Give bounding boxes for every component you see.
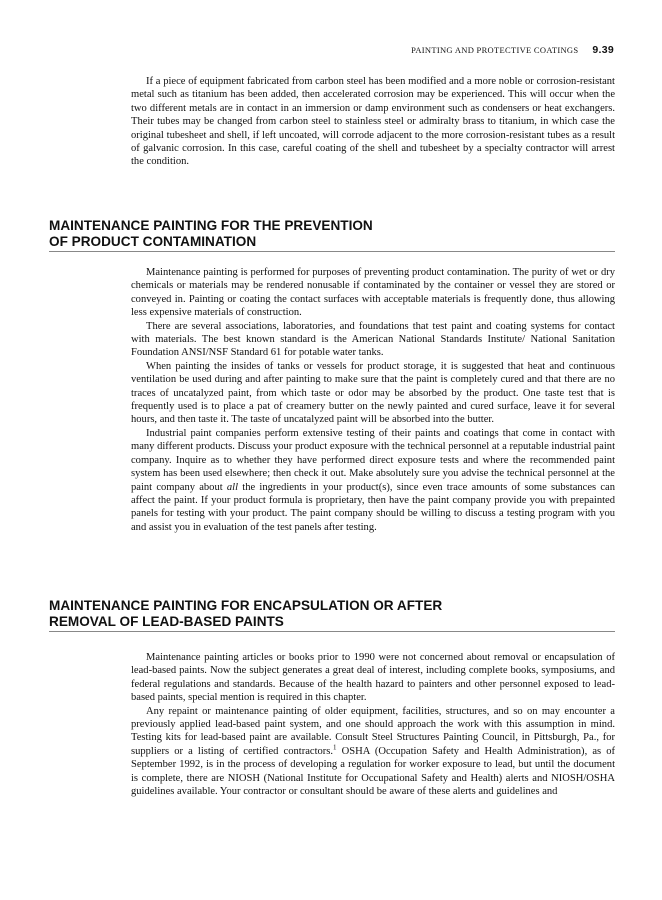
section2-heading-line2: REMOVAL OF LEAD-BASED PAINTS [49,614,284,629]
section2-heading-line1: MAINTENANCE PAINTING FOR ENCAPSULATION OR AFTER [49,598,443,613]
section2-p2-after: OSHA (Occupation Safety and Health Administration), as of September 1992, is in the process of developing a regulation for worker exposure to lead, but until the document is complete, there are NIOSH (National Institute for Occupational Safety and Health) alerts and NIOSH/OSHA guidelines available. Your contractor or consultant should be aware of these alerts and guidelines and [131,745,616,798]
section1-heading-line1: MAINTENANCE PAINTING FOR THE PREVENTION [49,218,373,233]
section-heading-lead-based-paints [49,598,615,632]
section-heading-product-contamination [49,218,615,252]
section1-paragraph [131,427,615,534]
section1-paragraph: When painting the insides of tanks or vessels for product storage, it is suggested that heat and continuous ventilation be used during and after painting to make sure that the paint is completely cured and that there are no traces of uncatalyzed paint, from which taste or odor may be absorbed by the product. One taste test that is frequently used is to place a pat of creamery butter on the newly painted and cured surface, leave it for several hours, and then taste it. The taste of uncatalyzed paint will be absorbed into the butter. [131,360,615,426]
section1-body [131,266,615,534]
running-head-title: PAINTING AND PROTECTIVE COATINGS [411,45,579,55]
section2-paragraph: Maintenance painting articles or books prior to 1990 were not concerned about removal or encapsulation of lead-based paints. Now the subject generates a great deal of interest, including complete books, symposiums, and federal regulations and standards. Because of the health hazard to painters and other personnel exposed to lead-based paints, special mention is required in this chapter. [131,652,615,704]
page-number: 9.39 [592,44,614,56]
section2-body [131,651,615,798]
section2-paragraph [131,705,615,799]
footnote-marker: 1 [333,743,337,752]
section1-paragraph: Maintenance painting is performed for purposes of preventing product contamination. The purity of wet or dry chemicals or materials may be rendered nonusable if contaminated by the container or vessel they are stored or conveyed in. Painting or coating the contact surfaces with acceptable materials is frequently done, thus allowing less expensive materials of construction. [131,267,615,319]
running-head [0,44,614,56]
intro-paragraph: If a piece of equipment fabricated from carbon steel has been modified and a more noble or corrosion-resistant metal such as titanium has been added, then accelerated corrosion may be experienced. This will occur when the two different metals are in contact in an immersion or damp environment such as condensers or heat exchangers. Their tubes may be changed from carbon steel to stainless steel or admiralty brass to titanium, in which case the original tubesheet and shell, if left uncoated, will corrode adjacent to the more corrosion-resistant tubes as a result of galvanic corrosion. In this case, careful coating of the shell and tubesheet by a specialty contractor will arrest the condition. [131,76,615,168]
intro-section [131,75,615,169]
section1-p4-before: Industrial paint companies perform extensive testing of their paints and coatings that come in contact with many different products. Discuss your product exposure with the technical personnel at a reputable industrial paint company. Inquire as to whether they have performed direct exposure tests and where the recommended paint system has been used elsewhere; then check it out. Make absolutely sure you advise the technical personnel at the paint company about [131,427,615,493]
section1-paragraph: There are several associations, laboratories, and foundations that test paint and coating systems for contact with materials. The best known standard is the American National Standards Institute/ National Sanitation Foundation ANSI/NSF Standard 61 for potable water tanks. [131,320,615,359]
section1-p4-after: the ingredients in your product(s), since even trace amounts of some substances can affect the paint. If your product formula is proprietary, then have the paint company provide you with prepainted panels for testing with your product. The paint company should be willing to discuss a testing program with you and assist you in evaluation of the test panels after testing. [131,481,615,533]
section1-p4-italic: all [226,481,239,493]
section2-p2-before: Any repaint or maintenance painting of older equipment, facilities, structures, and so on may encounter a previously applied lead-based paint system, and one should approach the work with this assumption in mind. Testing kits for lead-based paint are available. Consult Steel Structures Painting Council, in Pittsburgh, Pa., for suppliers or a listing of certified contractors. [131,705,615,757]
section1-heading-line2: OF PRODUCT CONTAMINATION [49,234,257,249]
